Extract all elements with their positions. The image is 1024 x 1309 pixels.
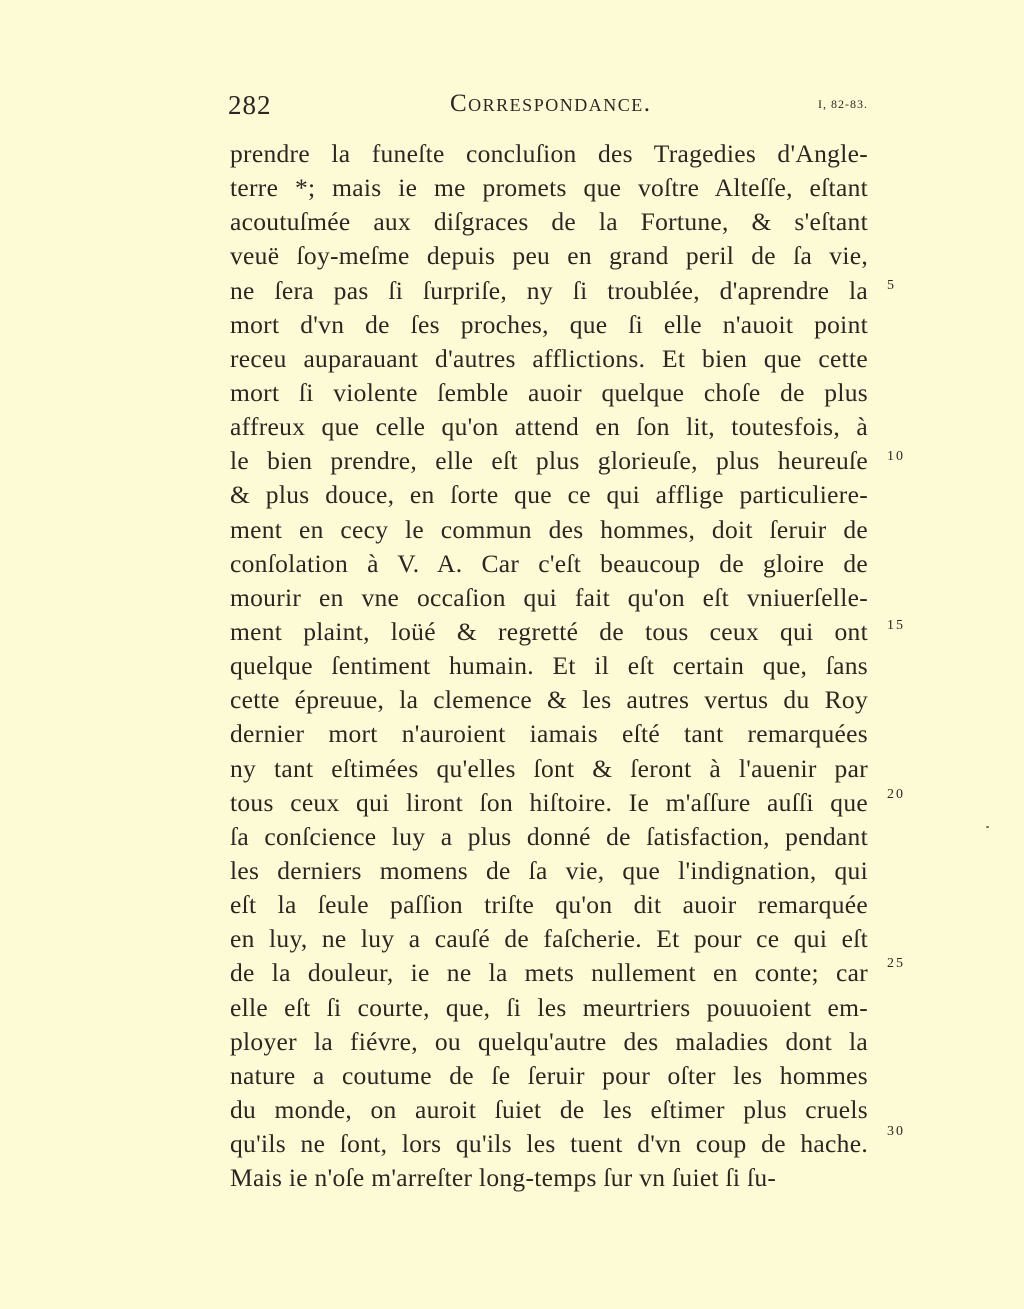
text-line: ployer la fiévre, ou quelqu'autre des maladies dont la bbox=[230, 1026, 868, 1056]
text-line: eſt la ſeule paſſion triſte qu'on dit auoir remarquée bbox=[230, 890, 868, 920]
text-line: affreux que celle qu'on attend en ſon lit, toutesfois, à bbox=[230, 412, 868, 442]
text-line: receu auparauant d'autres afflictions. Et bien que cette bbox=[230, 343, 868, 373]
text-line: ny tant eſtimées qu'elles ſont & ſeront à l'auenir par bbox=[230, 753, 868, 783]
text-line: en luy, ne luy a cauſé de faſcherie. Et pour ce qui eſt bbox=[230, 924, 868, 954]
text-line: acoutuſmée aux diſgraces de la Fortune, & s'eſtant bbox=[230, 207, 868, 237]
margin-line-number: 10 bbox=[887, 449, 905, 464]
text-line: prendre la funeſte concluſion des Tragedies d'Angle- bbox=[230, 139, 868, 168]
text-line: tous ceux qui liront ſon hiſtoire. Ie m'aſſure auſſi que bbox=[230, 787, 868, 817]
margin-line-number: 30 bbox=[887, 1124, 905, 1139]
page-number: 282 bbox=[228, 90, 272, 120]
text-line: cette épreuue, la clemence & les autres vertus du Roy bbox=[230, 685, 868, 715]
text-line: les derniers momens de ſa vie, que l'indignation, qui bbox=[230, 855, 868, 885]
text-line: mourir en vne occaſion qui fait qu'on eſt vniuerſelle- bbox=[230, 582, 868, 612]
text-line: le bien prendre, elle eſt plus glorieuſe, plus heureuſe bbox=[230, 446, 868, 476]
text-line: ne ſera pas ſi ſurpriſe, ny ſi troublée, d'aprendre la bbox=[230, 275, 868, 305]
text-line: ment plaint, loüé & regretté de tous ceux qui ont bbox=[230, 616, 868, 646]
text-line: dernier mort n'auroient iamais eſté tant remarquées bbox=[230, 719, 868, 749]
margin-line-number: 20 bbox=[887, 787, 905, 802]
text-line: mort d'vn de ſes proches, que ſi elle n'auoit point bbox=[230, 309, 868, 339]
text-line: du monde, on auroit ſuiet de les eſtimer plus cruels bbox=[230, 1094, 868, 1124]
text-line: de la douleur, ie ne la mets nullement en conte; car bbox=[230, 958, 868, 988]
running-title: Correspondance. bbox=[450, 90, 652, 117]
text-line: & plus douce, en ſorte que ce qui afflige particuliere- bbox=[230, 480, 868, 510]
text-line: terre *; mais ie me promets que voſtre Alteſſe, eſtant bbox=[230, 173, 868, 203]
text-line: veuë ſoy-meſme depuis peu en grand peril de ſa vie, bbox=[230, 241, 868, 271]
volume-page-reference: I, 82-83. bbox=[818, 97, 868, 111]
text-line: qu'ils ne ſont, lors qu'ils les tuent d'vn coup de hache. bbox=[230, 1129, 868, 1159]
text-line: nature a coutume de ſe ſeruir pour oſter les hommes bbox=[230, 1060, 868, 1090]
margin-line-number: 25 bbox=[887, 956, 905, 971]
text-line: elle eſt ſi courte, que, ſi les meurtriers pouuoient em- bbox=[230, 992, 868, 1022]
running-header bbox=[228, 82, 868, 122]
text-line: quelque ſentiment humain. Et il eſt certain que, ſans bbox=[230, 651, 868, 681]
paper-speck bbox=[986, 826, 989, 828]
text-line: mort ſi violente ſemble auoir quelque choſe de plus bbox=[230, 377, 868, 407]
margin-line-number: 5 bbox=[887, 278, 896, 293]
text-line: ſa conſcience luy a plus donné de ſatisfaction, pendant bbox=[230, 821, 868, 851]
text-line: conſolation à V. A. Car c'eſt beaucoup de gloire de bbox=[230, 548, 868, 578]
margin-line-number: 15 bbox=[887, 618, 905, 633]
text-line: ment en cecy le commun des hommes, doit ſeruir de bbox=[230, 514, 868, 544]
text-line: Mais ie n'oſe m'arreſter long-temps ſur vn ſuiet ſi ſu- bbox=[230, 1163, 777, 1193]
letter-text bbox=[230, 137, 868, 1195]
